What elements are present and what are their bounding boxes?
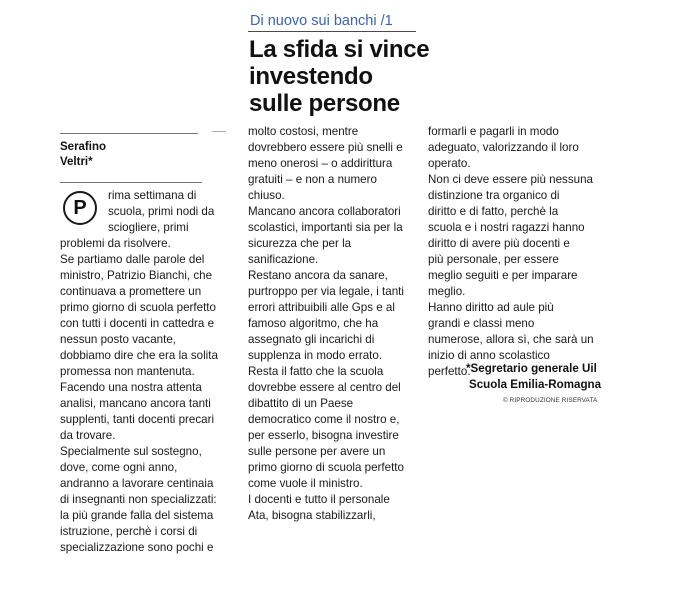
text-line: continuava a promettere un — [60, 285, 202, 298]
text-line: I docenti e tutto il personale — [248, 493, 390, 506]
text-line: adeguato, valorizzando il loro — [428, 141, 579, 154]
text-column-2 — [248, 124, 420, 524]
text-line: diritto e di fatto, perchè la — [428, 205, 559, 218]
signature-organization: Scuola Emilia-Romagna — [469, 378, 602, 391]
text-line: scuola, primi nodi da — [108, 205, 215, 218]
text-line: meno onerosi – o addirittura — [248, 157, 393, 170]
text-line: supplenza in modo errato. — [248, 349, 383, 362]
byline-rule-mark — [212, 131, 226, 132]
text-line: democratico come il nostro e, — [248, 413, 400, 426]
text-line: per esserlo, bisogna investire — [248, 429, 399, 442]
text-line: inizio di anno scolastico — [428, 349, 550, 362]
text-line: Restano ancora da sanare, — [248, 269, 388, 282]
text-line: Non ci deve essere più nessuna — [428, 173, 593, 186]
text-line: errori attribuibili alle Gps e al — [248, 301, 395, 314]
text-line: primo giorno di scuola perfetto — [60, 301, 216, 314]
text-line: dibattito di un Paese — [248, 397, 354, 410]
text-line: scolastici, importanti sia per la — [248, 221, 403, 234]
text-line: famoso algoritmo, che ha — [248, 317, 379, 330]
author-byline — [60, 140, 106, 170]
text-line: specializzazione sono pochi e — [60, 541, 214, 554]
text-line: nessun posto vacante, — [60, 333, 177, 346]
text-line: assegnato gli incarichi di — [248, 333, 375, 346]
text-line: molto costosi, mentre — [248, 125, 359, 138]
text-line: chiuso. — [248, 189, 285, 202]
text-line: promessa non mantenuta. — [60, 365, 195, 378]
headline-line: sulle persone — [249, 90, 400, 117]
drop-cap: P — [63, 191, 97, 225]
author-last-name: Veltri* — [60, 156, 93, 168]
text-line: andranno a lavorare centinaia — [60, 477, 214, 490]
text-line: dove, come ogni anno, — [60, 461, 178, 474]
text-line: istruzione, perchè i corsi di — [60, 525, 198, 538]
text-line: problemi da risolvere. — [60, 237, 171, 250]
text-line: primo giorno di scuola perfetto — [248, 461, 404, 474]
text-line: Mancano ancora collaboratori — [248, 205, 401, 218]
text-line: purtroppo per via legale, i tanti — [248, 285, 404, 298]
text-line: più personale, per essere — [428, 253, 559, 266]
author-signature — [466, 361, 601, 393]
text-line: dobbiamo dire che era la solita — [60, 349, 218, 362]
byline-rule — [60, 182, 202, 183]
text-line: gratuiti – e non a numero — [248, 173, 377, 186]
text-line: Hanno diritto ad aule più — [428, 301, 554, 314]
headline-line: La sfida si vince — [249, 36, 430, 63]
text-line: Ata, bisogna stabilizzarli, — [248, 509, 376, 522]
text-line: meglio seguiti e per imparare — [428, 269, 578, 282]
text-line: numerose, allora sì, che sarà un — [428, 333, 594, 346]
text-line: dovrebbe essere al centro del — [248, 381, 401, 394]
text-line: Specialmente sul sostegno, — [60, 445, 202, 458]
byline-rule — [60, 133, 198, 134]
article-headline — [249, 36, 449, 117]
text-line: dovrebbero essere più snelli e — [248, 141, 403, 154]
text-line: sulle persone per avere un — [248, 445, 386, 458]
text-line: la più grande falla del sistema — [60, 509, 214, 522]
text-column-3 — [428, 124, 604, 380]
text-line: Se partiamo dalle parole del — [60, 253, 205, 266]
text-line: da trovare. — [60, 429, 116, 442]
text-line: scuola e i nostri ragazzi hanno — [428, 221, 585, 234]
signature-role: *Segretario generale Uil — [466, 362, 597, 375]
text-line: come vuole il ministro. — [248, 477, 363, 490]
text-line: Resta il fatto che la scuola — [248, 365, 384, 378]
copyright-notice: © RIPRODUZIONE RISERVATA — [503, 397, 598, 404]
text-line: sciogliere, primi — [108, 221, 189, 234]
text-line: sanificazione. — [248, 253, 319, 266]
text-line: Facendo una nostra attenta — [60, 381, 202, 394]
headline-line: investendo — [249, 63, 373, 90]
text-line: diritto di avere più docenti e — [428, 237, 570, 250]
text-line: sicurezza che per la — [248, 237, 352, 250]
text-line: operato. — [428, 157, 471, 170]
text-line: rima settimana di — [108, 189, 197, 202]
kicker-underline — [248, 31, 416, 32]
text-line: supplenti, tanti docenti precari — [60, 413, 215, 426]
author-first-name: Serafino — [60, 141, 107, 153]
text-line: di insegnanti non specializzati: — [60, 493, 217, 506]
text-line: perfetto. — [428, 365, 471, 378]
text-line: meglio. — [428, 285, 466, 298]
text-line: analisi, mancano ancora tanti — [60, 397, 211, 410]
text-line: distinzione tra organico di — [428, 189, 560, 202]
section-kicker: Di nuovo sui banchi /1 — [250, 13, 393, 29]
text-line: formarli e pagarli in modo — [428, 125, 559, 138]
text-line: con tutti i docenti in cattedra e — [60, 317, 215, 330]
text-line: grandi e classi meno — [428, 317, 535, 330]
text-column-1 — [60, 188, 240, 556]
text-line: ministro, Patrizio Bianchi, che — [60, 269, 213, 282]
